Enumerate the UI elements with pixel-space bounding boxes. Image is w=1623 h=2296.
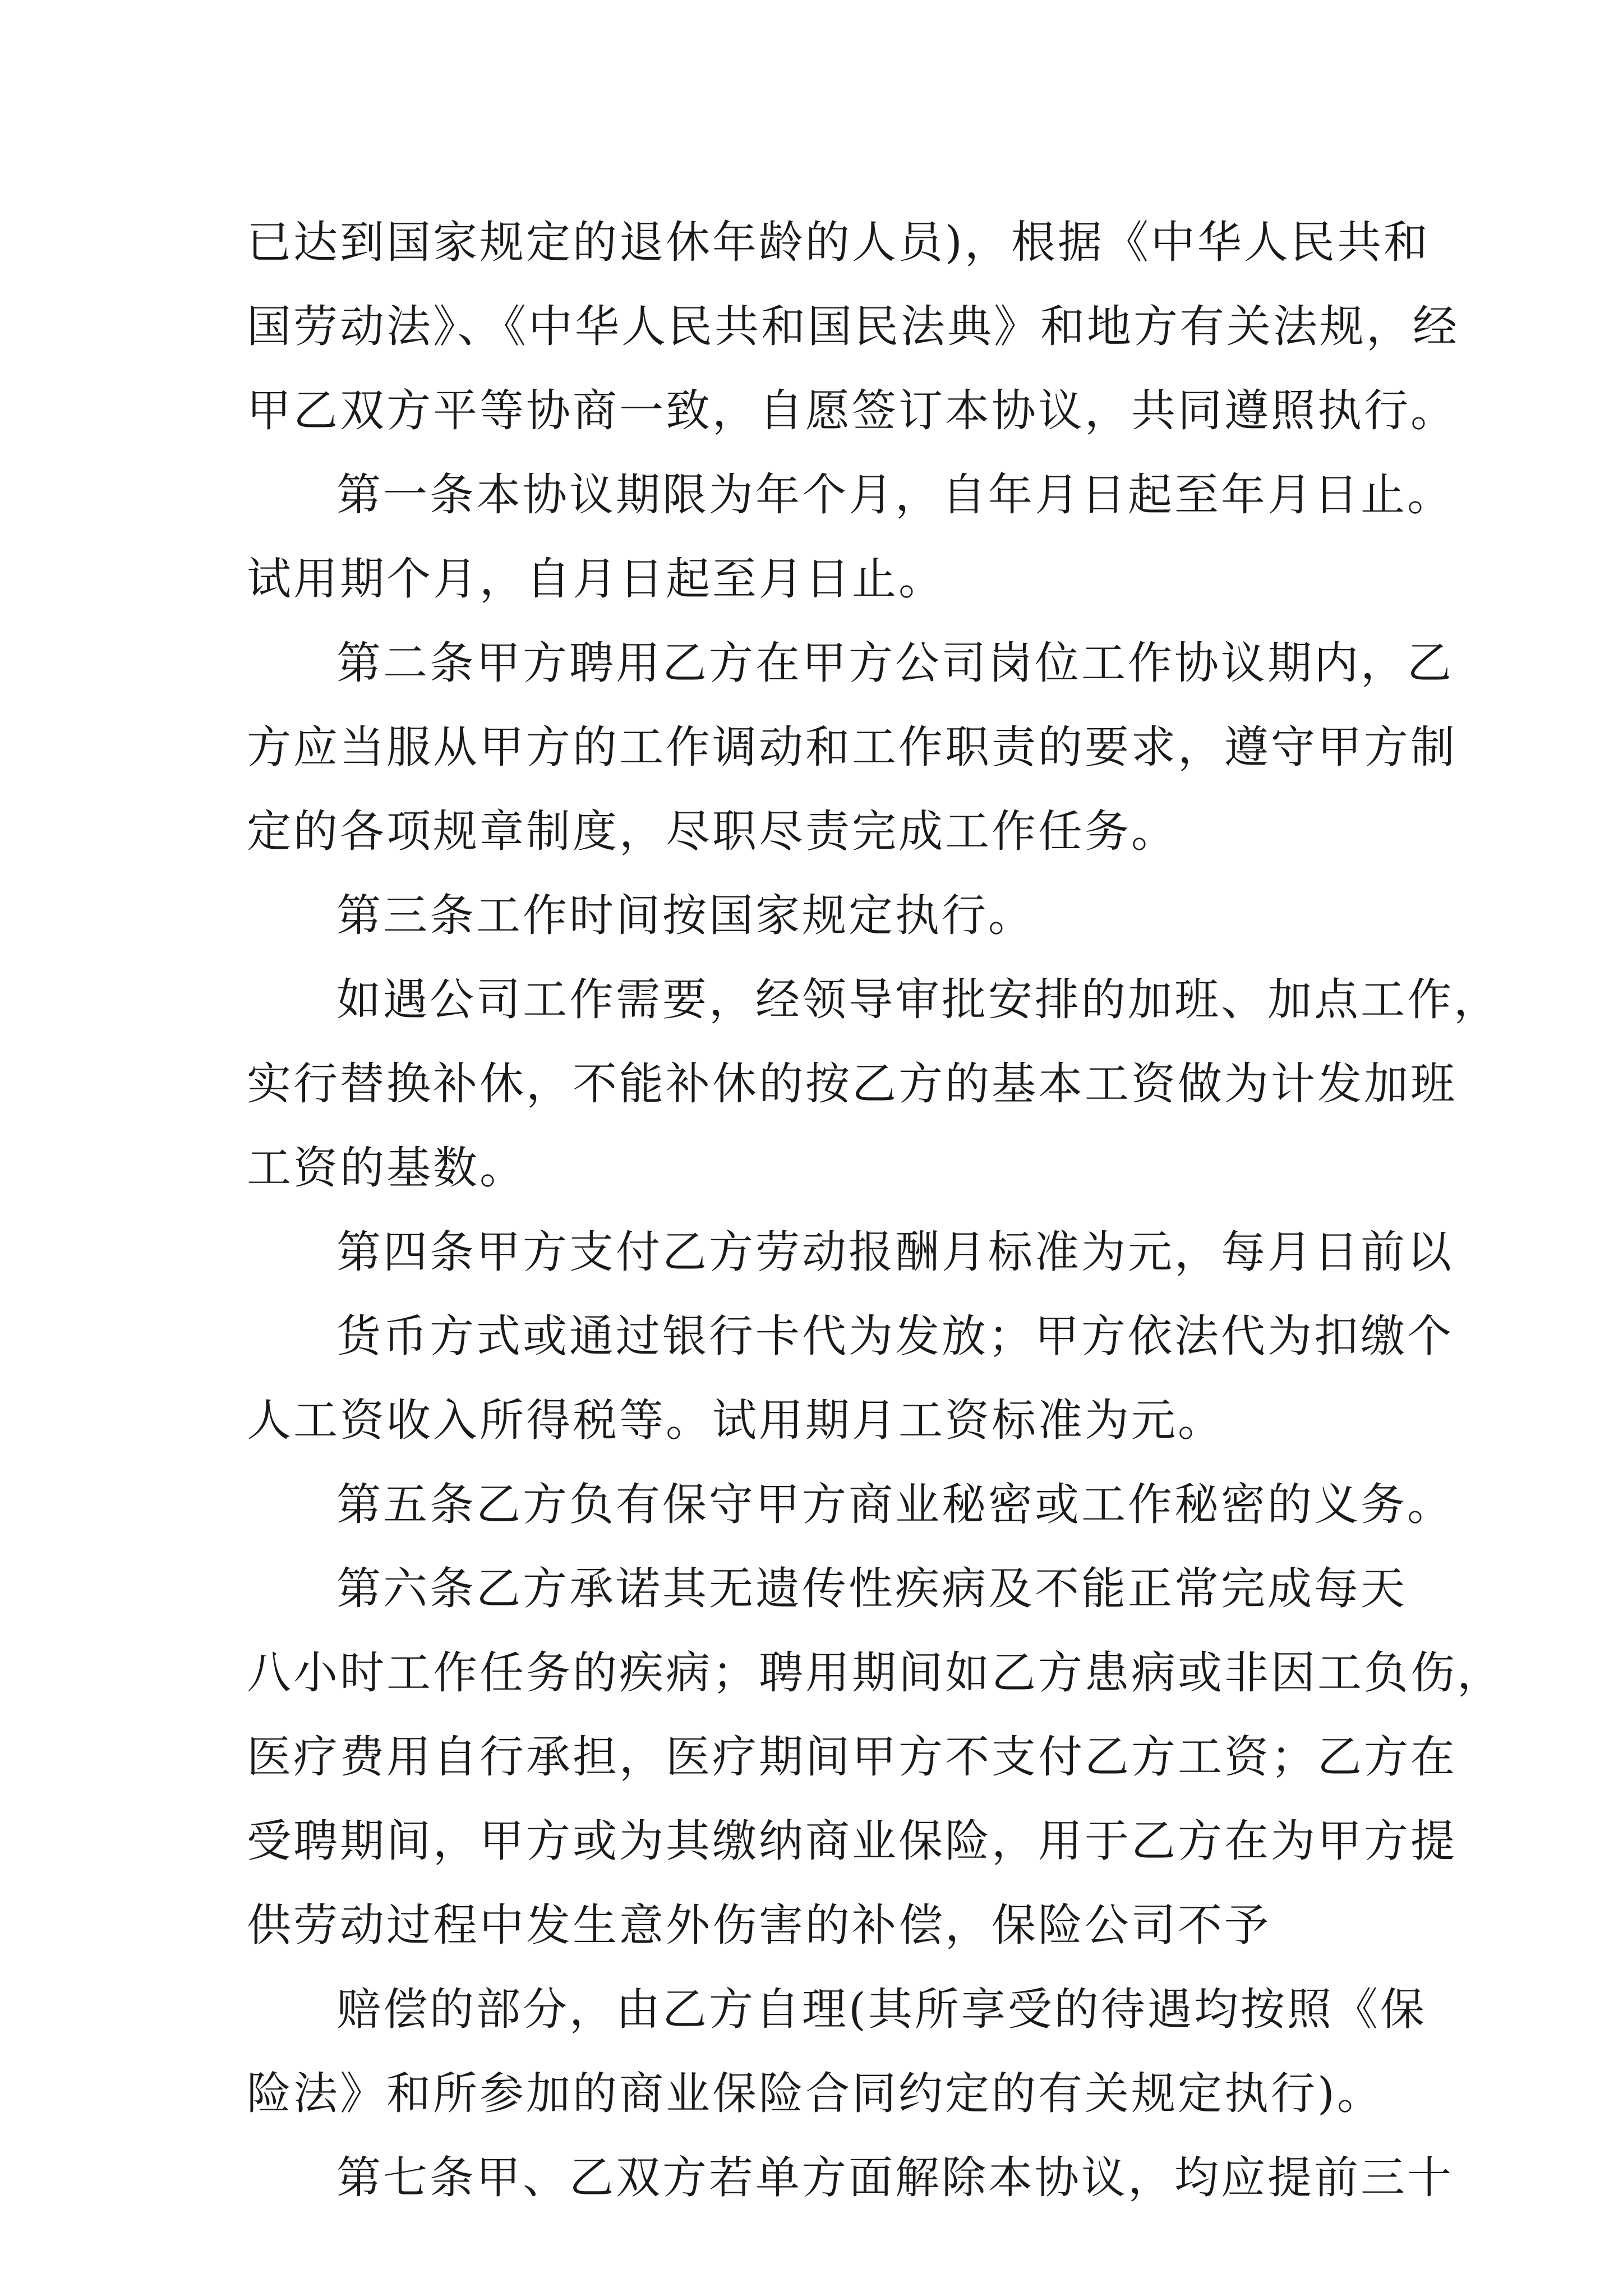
text-line: 工资的基数。 [247, 1142, 526, 1194]
text-line: 人工资收入所得税等。试用期月工资标准为元。 [247, 1395, 1224, 1446]
text-line: 险法》和所参加的商业保险合同约定的有关规定执行)。 [247, 2068, 1384, 2119]
text-line: 已达到国家规定的退休年龄的人员)，根据《中华人民共和 [247, 217, 1430, 268]
text-line: 试用期个月，自月日起至月日止。 [247, 553, 945, 605]
text-line: 第七条甲、乙双方若单方面解除本协议，均应提前三十 [336, 2152, 1454, 2203]
text-line: 国劳动法》、《中华人民共和国民法典》和地方有关法规，经 [247, 301, 1459, 352]
text-line: 八小时工作任务的疾病；聘用期间如乙方患病或非因工负伤， [247, 1647, 1504, 1699]
text-line: 第二条甲方聘用乙方在甲方公司岗位工作协议期内，乙 [336, 637, 1454, 689]
text-line: 第三条工作时间按国家规定执行。 [336, 890, 1035, 941]
text-line: 甲乙双方平等协商一致，自愿签订本协议，共同遵照执行。 [247, 385, 1457, 436]
text-line: 货币方式或通过银行卡代为发放；甲方依法代为扣缴个 [336, 1310, 1454, 1362]
text-line: 如遇公司工作需要，经领导审批安排的加班、加点工作， [336, 974, 1500, 1025]
text-line: 第五条乙方负有保守甲方商业秘密或工作秘密的义务。 [336, 1479, 1454, 1530]
text-line: 医疗费用自行承担，医疗期间甲方不支付乙方工资；乙方在 [247, 1731, 1457, 1783]
text-line: 实行替换补休，不能补休的按乙方的基本工资做为计发加班 [247, 1058, 1457, 1110]
text-line: 定的各项规章制度，尽职尽责完成工作任务。 [247, 806, 1178, 857]
text-line: 受聘期间，甲方或为其缴纳商业保险，用于乙方在为甲方提 [247, 1815, 1457, 1867]
text-line: 第四条甲方支付乙方劳动报酬月标准为元，每月日前以 [336, 1226, 1454, 1278]
text-line: 第一条本协议期限为年个月，自年月日起至年月日止。 [336, 469, 1454, 521]
text-line: 第六条乙方承诺其无遗传性疾病及不能正常完成每天 [336, 1563, 1407, 1614]
text-line: 赔偿的部分，由乙方自理(其所享受的待遇均按照《保 [336, 1984, 1427, 2035]
text-line: 供劳动过程中发生意外伤害的补偿，保险公司不予 [247, 1899, 1271, 1951]
text-line: 方应当服从甲方的工作调动和工作职责的要求，遵守甲方制 [247, 721, 1457, 773]
